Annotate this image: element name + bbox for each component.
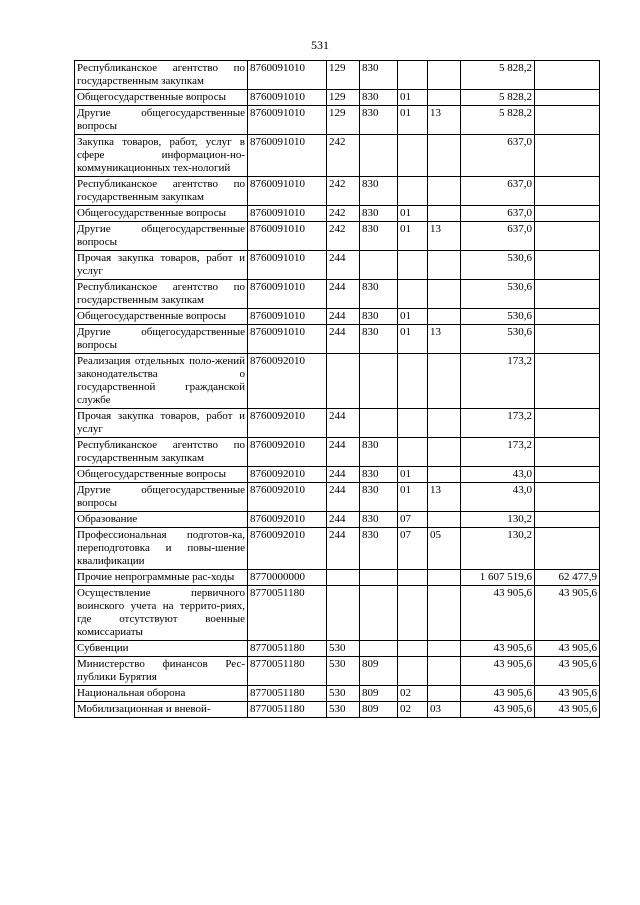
- row-target-code: 8760091010: [248, 222, 327, 251]
- row-expense-type: 244: [327, 528, 360, 570]
- row-name: Республиканское агентство по государственным закупкам: [75, 280, 248, 309]
- row-department: 830: [360, 309, 398, 325]
- row-target-code: 8760091010: [248, 177, 327, 206]
- row-expense-type: 244: [327, 467, 360, 483]
- row-sum-total: 130,2: [461, 512, 535, 528]
- row-name: Общегосударственные вопросы: [75, 206, 248, 222]
- row-sum-total: 173,2: [461, 438, 535, 467]
- row-target-code: 8760091010: [248, 206, 327, 222]
- table-row: [75, 309, 600, 325]
- row-section: 07: [398, 512, 428, 528]
- row-name: Министерство финансов Рес-публики Бурятия: [75, 657, 248, 686]
- row-sum-total: 43 905,6: [461, 641, 535, 657]
- row-sum-total: 637,0: [461, 222, 535, 251]
- row-department: [360, 135, 398, 177]
- row-subsection: [428, 251, 461, 280]
- row-sum-federal: [535, 106, 600, 135]
- row-sum-total: 1 607 519,6: [461, 570, 535, 586]
- row-sum-federal: [535, 512, 600, 528]
- row-department: [360, 251, 398, 280]
- row-target-code: 8760091010: [248, 90, 327, 106]
- row-section: 01: [398, 90, 428, 106]
- row-department: [360, 354, 398, 409]
- row-expense-type: 244: [327, 409, 360, 438]
- row-expense-type: 242: [327, 222, 360, 251]
- row-target-code: 8760091010: [248, 280, 327, 309]
- row-sum-total: 530,6: [461, 309, 535, 325]
- row-department: 830: [360, 177, 398, 206]
- row-expense-type: 244: [327, 251, 360, 280]
- row-sum-total: 43,0: [461, 467, 535, 483]
- row-sum-federal: [535, 467, 600, 483]
- row-subsection: [428, 354, 461, 409]
- row-expense-type: 244: [327, 309, 360, 325]
- table-row: [75, 641, 600, 657]
- row-sum-total: 637,0: [461, 206, 535, 222]
- row-section: [398, 586, 428, 641]
- row-target-code: 8760091010: [248, 251, 327, 280]
- row-name: Другие общегосударственные вопросы: [75, 483, 248, 512]
- row-target-code: 8760091010: [248, 106, 327, 135]
- row-target-code: 8770051180: [248, 686, 327, 702]
- row-department: 809: [360, 686, 398, 702]
- row-department: [360, 570, 398, 586]
- row-section: [398, 354, 428, 409]
- row-target-code: 8770051180: [248, 702, 327, 718]
- row-name: Закупка товаров, работ, услуг в сфере информацион-но-коммуникационных тех-нологий: [75, 135, 248, 177]
- row-expense-type: 242: [327, 177, 360, 206]
- row-sum-total: 5 828,2: [461, 61, 535, 90]
- table-row: [75, 686, 600, 702]
- row-sum-total: 43 905,6: [461, 586, 535, 641]
- row-sum-total: 5 828,2: [461, 90, 535, 106]
- row-name: Республиканское агентство по государственным закупкам: [75, 177, 248, 206]
- row-subsection: [428, 90, 461, 106]
- row-name: Реализация отдельных поло-жений законодательства о государственной гражданской службе: [75, 354, 248, 409]
- row-expense-type: 530: [327, 657, 360, 686]
- row-sum-total: 43 905,6: [461, 686, 535, 702]
- row-section: 01: [398, 309, 428, 325]
- row-name: Образование: [75, 512, 248, 528]
- row-subsection: 13: [428, 325, 461, 354]
- table-row: [75, 512, 600, 528]
- row-expense-type: 530: [327, 641, 360, 657]
- row-department: 830: [360, 106, 398, 135]
- row-expense-type: 530: [327, 686, 360, 702]
- row-subsection: [428, 586, 461, 641]
- row-sum-federal: 43 905,6: [535, 702, 600, 718]
- row-target-code: 8760092010: [248, 512, 327, 528]
- table-row: [75, 280, 600, 309]
- row-sum-total: 530,6: [461, 325, 535, 354]
- row-name: Общегосударственные вопросы: [75, 467, 248, 483]
- row-target-code: 8760092010: [248, 467, 327, 483]
- row-section: 01: [398, 106, 428, 135]
- row-name: Осуществление первичного воинского учета на террито-риях, где отсутствуют военные комиссариаты: [75, 586, 248, 641]
- row-sum-federal: [535, 90, 600, 106]
- row-sum-total: 530,6: [461, 251, 535, 280]
- table-row: [75, 438, 600, 467]
- row-target-code: 8760091010: [248, 135, 327, 177]
- row-sum-federal: 43 905,6: [535, 686, 600, 702]
- row-sum-federal: [535, 309, 600, 325]
- table-row: [75, 206, 600, 222]
- row-name: Общегосударственные вопросы: [75, 309, 248, 325]
- table-row: [75, 90, 600, 106]
- table-row: [75, 106, 600, 135]
- row-section: [398, 135, 428, 177]
- row-sum-federal: [535, 135, 600, 177]
- row-section: 01: [398, 222, 428, 251]
- row-section: [398, 177, 428, 206]
- table-row: [75, 222, 600, 251]
- row-expense-type: 530: [327, 702, 360, 718]
- row-sum-total: 637,0: [461, 135, 535, 177]
- row-sum-total: 173,2: [461, 409, 535, 438]
- row-sum-federal: [535, 325, 600, 354]
- row-name: Прочая закупка товаров, работ и услуг: [75, 409, 248, 438]
- table-row: [75, 251, 600, 280]
- row-section: 01: [398, 467, 428, 483]
- row-target-code: 8760091010: [248, 61, 327, 90]
- row-expense-type: 242: [327, 135, 360, 177]
- row-target-code: 8770000000: [248, 570, 327, 586]
- row-name: Национальная оборона: [75, 686, 248, 702]
- table-row: [75, 483, 600, 512]
- row-target-code: 8760092010: [248, 528, 327, 570]
- row-sum-federal: 43 905,6: [535, 657, 600, 686]
- row-sum-federal: [535, 409, 600, 438]
- table-row: [75, 325, 600, 354]
- row-subsection: 03: [428, 702, 461, 718]
- row-subsection: [428, 135, 461, 177]
- table-row: [75, 467, 600, 483]
- row-section: 07: [398, 528, 428, 570]
- row-subsection: [428, 657, 461, 686]
- row-name: Прочая закупка товаров, работ и услуг: [75, 251, 248, 280]
- row-name: Субвенции: [75, 641, 248, 657]
- row-subsection: [428, 61, 461, 90]
- row-department: 830: [360, 206, 398, 222]
- row-department: [360, 586, 398, 641]
- row-sum-total: 43 905,6: [461, 657, 535, 686]
- row-department: 830: [360, 467, 398, 483]
- row-sum-federal: [535, 280, 600, 309]
- row-subsection: [428, 512, 461, 528]
- row-name: Прочие непрограммные рас-ходы: [75, 570, 248, 586]
- row-sum-total: 173,2: [461, 354, 535, 409]
- budget-table: [74, 60, 600, 718]
- row-sum-federal: [535, 438, 600, 467]
- row-target-code: 8760091010: [248, 309, 327, 325]
- row-department: 830: [360, 438, 398, 467]
- row-target-code: 8770051180: [248, 641, 327, 657]
- row-section: 01: [398, 483, 428, 512]
- row-subsection: 13: [428, 483, 461, 512]
- row-section: [398, 280, 428, 309]
- row-expense-type: [327, 354, 360, 409]
- row-sum-federal: [535, 251, 600, 280]
- row-expense-type: 242: [327, 206, 360, 222]
- row-section: 01: [398, 325, 428, 354]
- row-expense-type: 129: [327, 106, 360, 135]
- row-target-code: 8770051180: [248, 657, 327, 686]
- table-row: [75, 570, 600, 586]
- row-section: 01: [398, 206, 428, 222]
- row-expense-type: 244: [327, 325, 360, 354]
- row-name: Общегосударственные вопросы: [75, 90, 248, 106]
- row-sum-federal: [535, 177, 600, 206]
- row-sum-federal: 43 905,6: [535, 586, 600, 641]
- row-subsection: 13: [428, 222, 461, 251]
- page-number: 531: [311, 38, 329, 52]
- table-row: [75, 657, 600, 686]
- row-department: [360, 641, 398, 657]
- row-sum-federal: 62 477,9: [535, 570, 600, 586]
- row-subsection: [428, 309, 461, 325]
- row-expense-type: 244: [327, 280, 360, 309]
- row-sum-federal: [535, 483, 600, 512]
- row-name: Республиканское агентство по государственным закупкам: [75, 438, 248, 467]
- row-department: 809: [360, 657, 398, 686]
- row-department: 830: [360, 90, 398, 106]
- row-subsection: [428, 409, 461, 438]
- row-department: 830: [360, 528, 398, 570]
- row-name: Профессиональная подготов-ка, переподготовка и повы-шение квалификации: [75, 528, 248, 570]
- row-subsection: [428, 570, 461, 586]
- row-department: 830: [360, 222, 398, 251]
- row-subsection: [428, 438, 461, 467]
- table-row: [75, 586, 600, 641]
- row-department: 809: [360, 702, 398, 718]
- row-name: Другие общегосударственные вопросы: [75, 106, 248, 135]
- table-row: [75, 528, 600, 570]
- row-expense-type: [327, 586, 360, 641]
- row-target-code: 8760092010: [248, 438, 327, 467]
- row-subsection: [428, 206, 461, 222]
- row-section: 02: [398, 686, 428, 702]
- row-target-code: 8760092010: [248, 483, 327, 512]
- row-section: [398, 641, 428, 657]
- row-section: [398, 438, 428, 467]
- row-sum-federal: 43 905,6: [535, 641, 600, 657]
- row-section: [398, 657, 428, 686]
- row-section: [398, 61, 428, 90]
- row-target-code: 8760091010: [248, 325, 327, 354]
- row-subsection: [428, 177, 461, 206]
- row-sum-total: 43 905,6: [461, 702, 535, 718]
- row-department: [360, 409, 398, 438]
- row-name: Республиканское агентство по государственным закупкам: [75, 61, 248, 90]
- row-section: [398, 251, 428, 280]
- row-sum-federal: [535, 354, 600, 409]
- row-expense-type: 129: [327, 61, 360, 90]
- row-sum-federal: [535, 206, 600, 222]
- row-sum-total: 5 828,2: [461, 106, 535, 135]
- row-department: 830: [360, 483, 398, 512]
- row-subsection: 13: [428, 106, 461, 135]
- row-expense-type: 244: [327, 512, 360, 528]
- table-row: [75, 702, 600, 718]
- row-department: 830: [360, 512, 398, 528]
- row-subsection: [428, 467, 461, 483]
- table-row: [75, 61, 600, 90]
- row-expense-type: [327, 570, 360, 586]
- row-department: 830: [360, 325, 398, 354]
- table-row: [75, 177, 600, 206]
- row-section: [398, 570, 428, 586]
- row-subsection: 05: [428, 528, 461, 570]
- table-row: [75, 354, 600, 409]
- row-expense-type: 244: [327, 438, 360, 467]
- row-name: Другие общегосударственные вопросы: [75, 222, 248, 251]
- row-name: Другие общегосударственные вопросы: [75, 325, 248, 354]
- row-department: 830: [360, 61, 398, 90]
- row-sum-federal: [535, 222, 600, 251]
- row-sum-total: 637,0: [461, 177, 535, 206]
- row-department: 830: [360, 280, 398, 309]
- row-section: [398, 409, 428, 438]
- row-expense-type: 129: [327, 90, 360, 106]
- row-name: Мобилизационная и вневой-: [75, 702, 248, 718]
- row-expense-type: 244: [327, 483, 360, 512]
- row-target-code: 8760092010: [248, 354, 327, 409]
- row-sum-total: 130,2: [461, 528, 535, 570]
- table-row: [75, 135, 600, 177]
- row-sum-federal: [535, 61, 600, 90]
- row-target-code: 8770051180: [248, 586, 327, 641]
- row-subsection: [428, 280, 461, 309]
- row-section: 02: [398, 702, 428, 718]
- row-subsection: [428, 686, 461, 702]
- row-sum-federal: [535, 528, 600, 570]
- row-subsection: [428, 641, 461, 657]
- row-sum-total: 530,6: [461, 280, 535, 309]
- table-row: [75, 409, 600, 438]
- row-sum-total: 43,0: [461, 483, 535, 512]
- row-target-code: 8760092010: [248, 409, 327, 438]
